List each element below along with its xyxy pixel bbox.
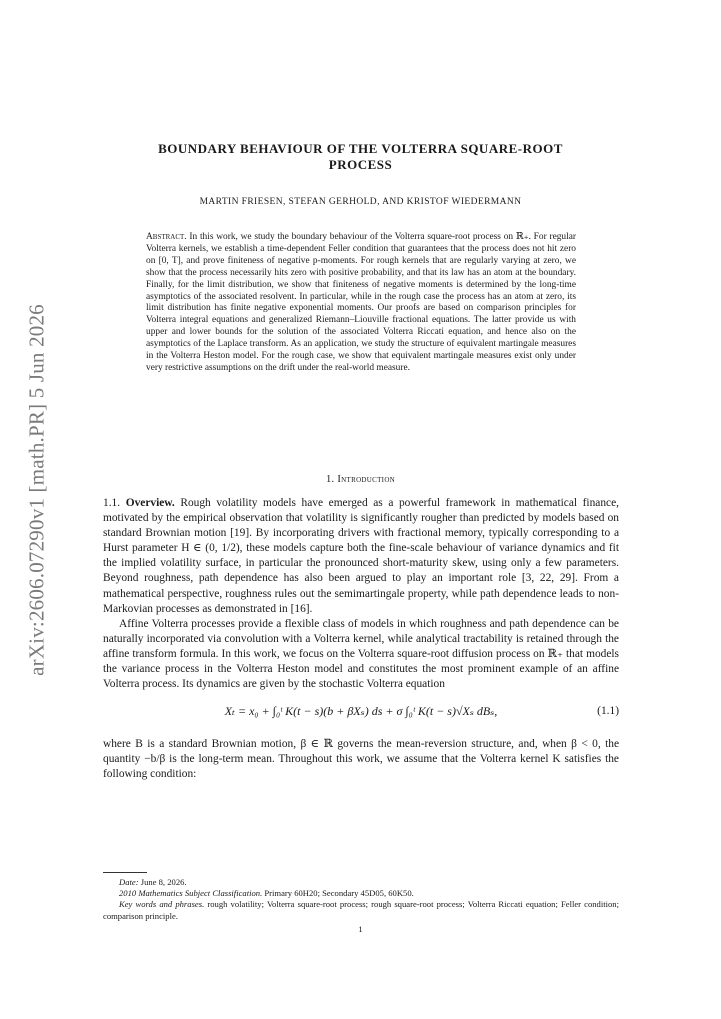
author-list: MARTIN FRIESEN, STEFAN GERHOLD, AND KRISTOF WIEDERMANN <box>199 197 522 207</box>
abstract-text: In this work, we study the boundary behaviour of the Volterra square-root process on ℝ₊. For regular Volterra kernels, we establish a time-dependent Feller condition that guarantees that the process does not hit zero on [0, T], and prove finiteness of negative p-moments. For rough kernels that are regularly varying at zero, we show that the process necessarily hits zero with positive probability, and that its law has an atom at the boundary. Finally, for the limit distribution, we show that finiteness of negative moments is determined by the long-time asymptotics of the associated resolvent. In particular, while in the rough case the process has an atom at zero, its limit distribution has finite negative exponential moments. Our proofs are based on comparison principles for Volterra integral equations and generalized Riemann–Liouville fractional equations. The latter provide us with upper and lower bounds for the solution of the associated Volterra Riccati equation, and hence also on the asymptotics of the Laplace transform. As an application, we study the structure of equivalent martingale measures in the Volterra Heston model. For the rough case, we show that equivalent martingale measures exist only under very restrictive assumptions on the drift under the real-world measure. <box>146 232 577 373</box>
abstract <box>146 232 576 375</box>
equation-1-1 <box>103 696 619 736</box>
msc-label: 2010 Mathematics Subject Classification. <box>119 888 263 899</box>
section-heading <box>103 474 618 485</box>
paragraph-1-text: Rough volatility models have emerged as a powerful framework in mathematical finance, motivated by the empirical observation that volatility is significantly rougher than predicted by models based on standard Brownian motion [19]. By incorporating drivers with fractional memory, typically corresponding to a Hurst parameter H ∈ (0, 1/2), these models capture both the fine-scale behaviour of variance dynamics and fit the implied volatility surface, in particular the pronounced short-maturity skew, using only a few parameters. Beyond roughness, path dependence has also been argued to play an important role [3, 22, 29]. From a mathematical perspective, roughness rules out the semimartingale property, while path dependence leads to non-Markovian processes as demonstrated in [16]. <box>103 497 620 615</box>
keywords-value: rough volatility; Volterra square-root process; rough square-root process; Volterra Riccati equation; Feller condition; comparison principle. <box>103 899 619 921</box>
section-number: 1. <box>325 474 335 485</box>
footnote-rule <box>103 872 147 873</box>
abstract-label: Abstract. <box>146 232 187 242</box>
paragraph-overview <box>103 496 619 617</box>
section-title: Introduction <box>337 474 396 485</box>
date-label: Date: <box>119 877 139 887</box>
msc-value: Primary 60H20; Secondary 45D05, 60K50. <box>264 888 414 899</box>
paragraph-3: where B is a standard Brownian motion, β ∈ ℝ governs the mean-reversion structure, and, when β < 0, the quantity −b/β is the long-term mean. Throughout this work, we assume that the Volterra kernel K satisfies the following condition: <box>103 738 619 781</box>
subsection-number: 1.1. <box>103 497 121 509</box>
footnote-msc <box>103 888 619 899</box>
subsection-title: Overview. <box>125 497 175 509</box>
equation-formula: Xₜ = x₀ + ∫₀ᵗ K(t − s)(b + βXₛ) ds + σ ∫₀ᵗ K(t − s)√Xₛ dBₛ, <box>224 704 498 719</box>
title-line-2: PROCESS <box>328 157 393 172</box>
page-number: 1 <box>358 923 363 934</box>
arxiv-identifier: arXiv:2606.07290v1 [math.PR] 5 Jun 2026 <box>24 304 49 676</box>
footnote-date <box>103 877 619 888</box>
arxiv-sidebar <box>22 290 52 690</box>
title-line-1: BOUNDARY BEHAVIOUR OF THE VOLTERRA SQUARE-ROOT <box>158 141 563 156</box>
footnote-keywords <box>103 899 619 921</box>
footnotes <box>103 877 619 922</box>
body-text <box>103 496 619 783</box>
paper-title <box>103 141 618 173</box>
equation-number: (1.1) <box>597 705 619 718</box>
paragraph-2: Affine Volterra processes provide a flexible class of models in which roughness and path dependence can be naturally incorporated via convolution with a Volterra kernel, while analytical tractability is retained through the affine transform formula. In this work, we focus on the Volterra square-root diffusion process on ℝ₊ that models the variance process in the Volterra Heston model and constitutes the most prominent example of an affine Volterra process. Its dynamics are given by the stochastic Volterra equation <box>103 617 619 691</box>
keywords-label: Key words and phrases. <box>119 899 205 910</box>
date-value: June 8, 2026. <box>140 877 187 887</box>
